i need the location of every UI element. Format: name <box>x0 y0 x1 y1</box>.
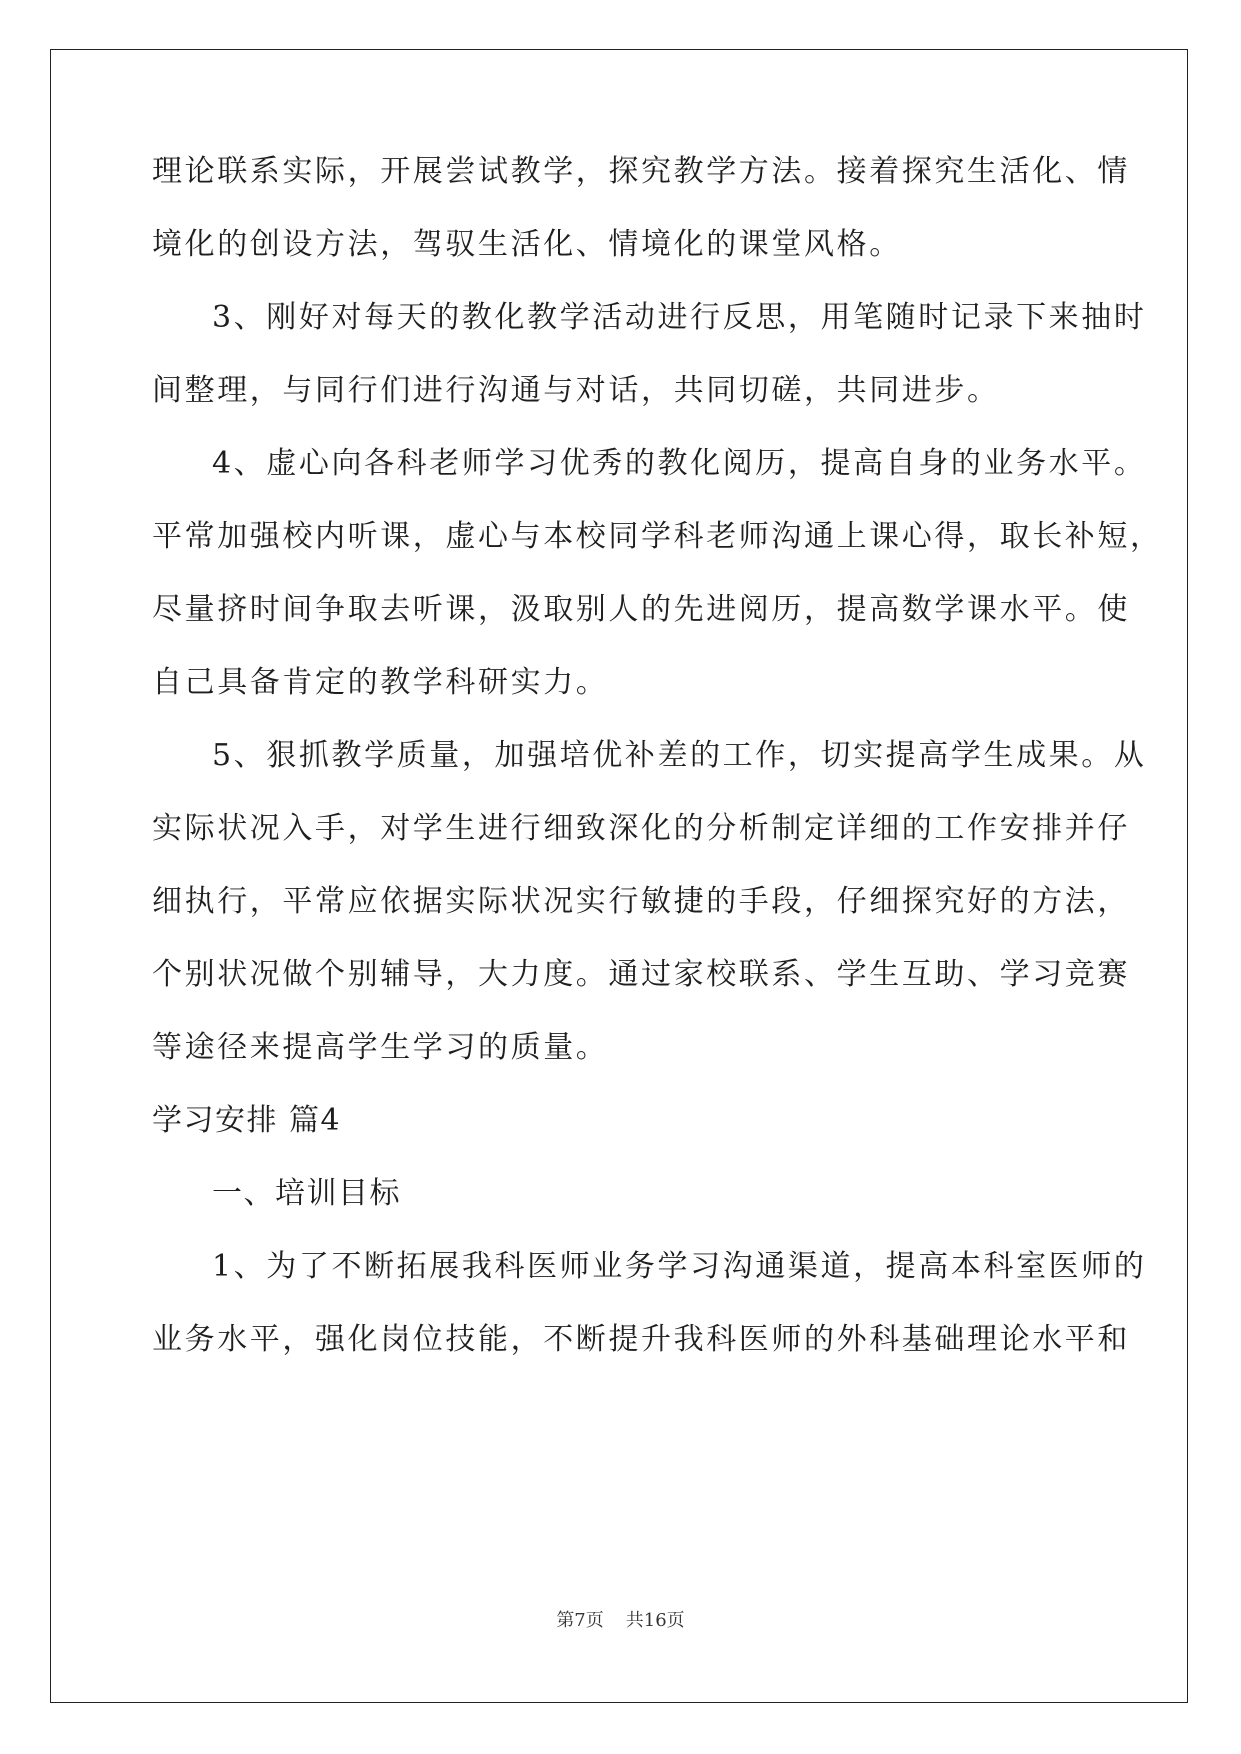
text-line: 3、刚好对每天的教化教学活动进行反思，用笔随时记录下来抽时 <box>212 300 1147 335</box>
total-pages: 共16页 <box>625 1610 685 1631</box>
text-line: 细执行，平常应依据实际状况实行敏捷的手段，仔细探究好的方法， <box>152 884 1130 919</box>
text-line: 间整理，与同行们进行沟通与对话，共同切磋，共同进步。 <box>152 373 1000 408</box>
section-heading: 学习安排 篇4 <box>152 1103 342 1138</box>
text-line: 理论联系实际，开展尝试教学，探究教学方法。接着探究生活化、情 <box>152 154 1130 189</box>
text-line: 等途径来提高学生学习的质量。 <box>152 1030 609 1065</box>
page-footer <box>0 1609 1241 1633</box>
text-line: 5、狠抓教学质量，加强培优补差的工作，切实提高学生成果。从 <box>212 738 1147 773</box>
subsection-heading: 一、培训目标 <box>212 1176 401 1211</box>
text-line: 境化的创设方法，驾驭生活化、情境化的课堂风格。 <box>152 227 902 262</box>
text-line: 尽量挤时间争取去听课，汲取别人的先进阅历，提高数学课水平。使 <box>152 592 1130 627</box>
text-line: 平常加强校内听课，虚心与本校同学科老师沟通上课心得，取长补短， <box>152 519 1163 554</box>
text-line: 实际状况入手，对学生进行细致深化的分析制定详细的工作安排并仔 <box>152 811 1130 846</box>
text-line: 自己具备肯定的教学科研实力。 <box>152 665 609 700</box>
text-line: 4、虚心向各科老师学习优秀的教化阅历，提高自身的业务水平。 <box>212 446 1147 481</box>
text-line: 1、为了不断拓展我科医师业务学习沟通渠道，提高本科室医师的 <box>212 1249 1147 1284</box>
page-number: 第7页 <box>556 1610 604 1631</box>
text-line: 业务水平，强化岗位技能，不断提升我科医师的外科基础理论水平和 <box>152 1322 1130 1357</box>
text-line: 个别状况做个别辅导，大力度。通过家校联系、学生互助、学习竞赛 <box>152 957 1130 992</box>
